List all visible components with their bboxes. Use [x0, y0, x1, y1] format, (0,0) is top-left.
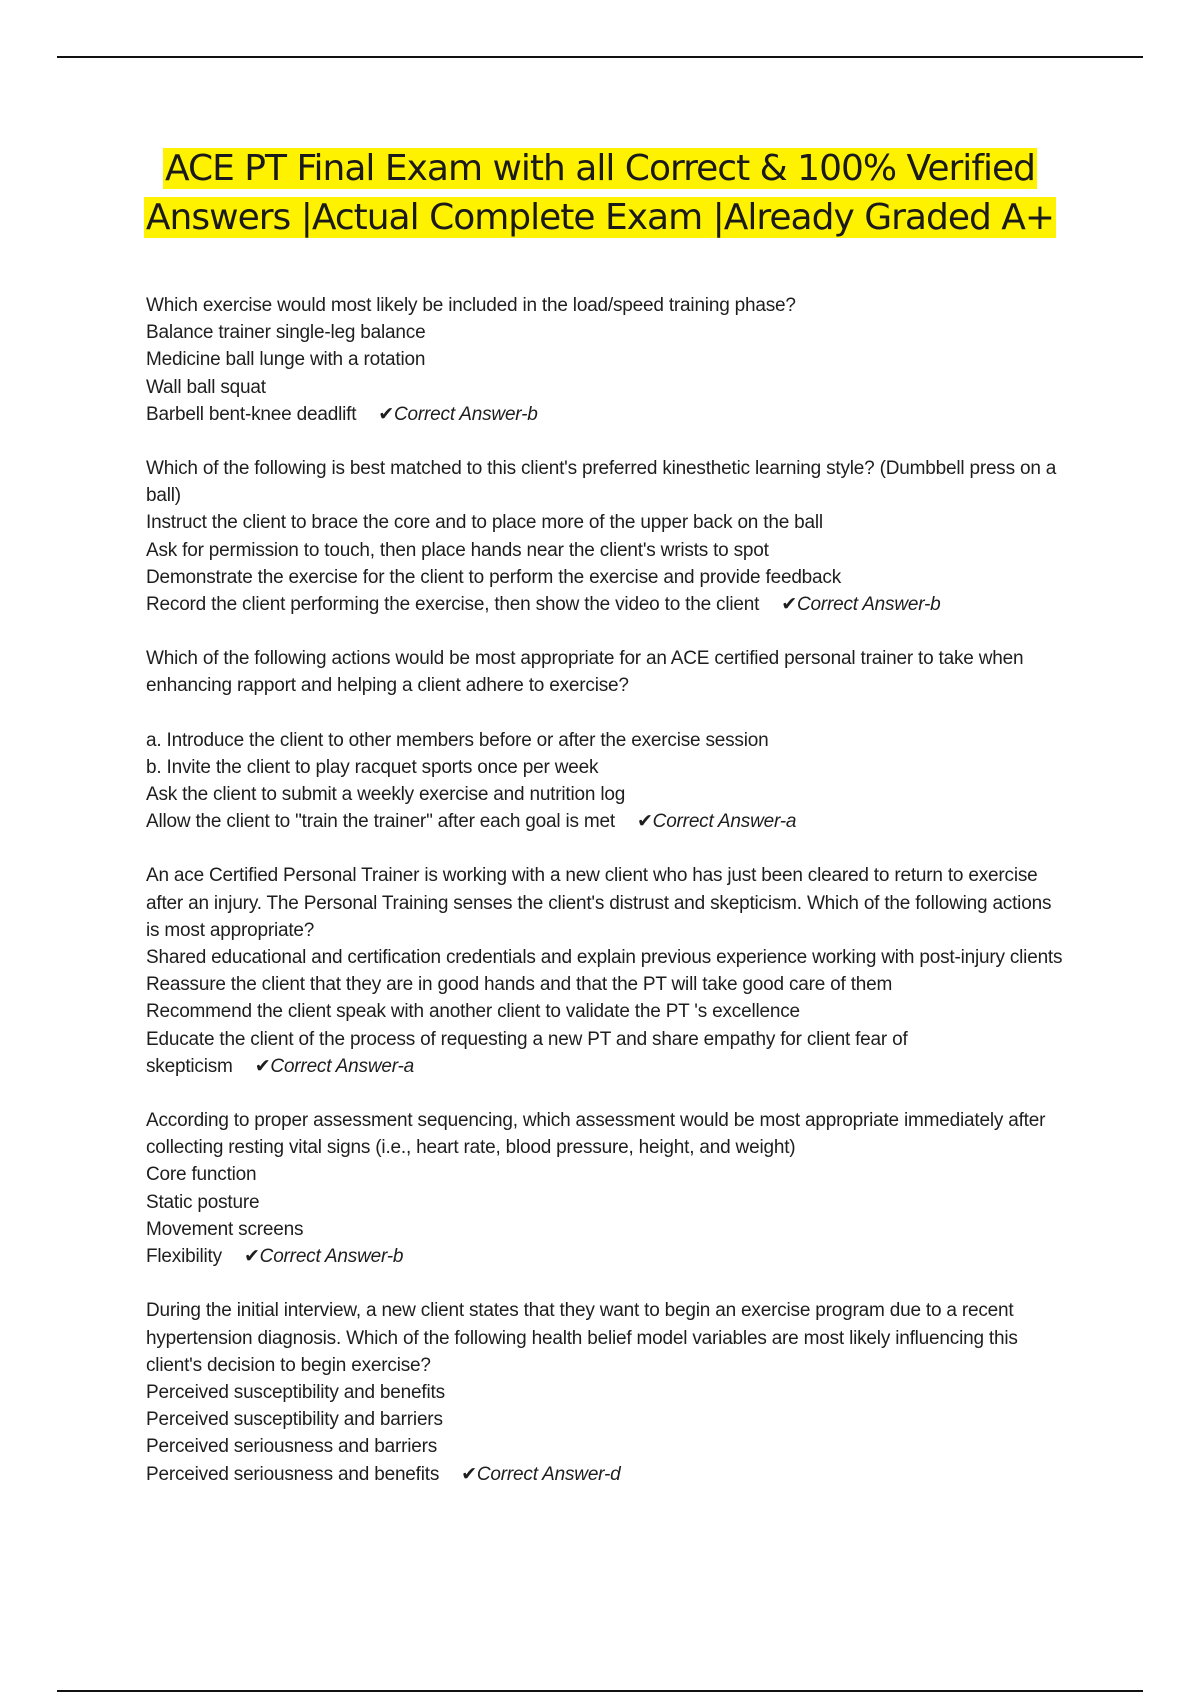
correct-answer-text: Correct Answer-b [259, 1246, 404, 1268]
option-with-answer [146, 401, 1066, 428]
check-icon: ✔ [461, 1463, 477, 1485]
option: Perceived seriousness and benefits [146, 1463, 440, 1485]
blank-line [146, 700, 1066, 727]
option-with-answer [146, 1026, 1066, 1080]
question-block-4 [146, 862, 1066, 1080]
correct-answer [378, 404, 537, 425]
option: Flexibility [146, 1246, 222, 1268]
option: Record the client performing the exercise, then show the video to the client [146, 594, 760, 616]
option-with-answer [146, 1461, 1066, 1488]
option: Allow the client to "train the trainer" after each goal is met [146, 811, 615, 833]
option-with-answer [146, 1243, 1066, 1270]
option: Ask the client to submit a weekly exercise and nutrition log [146, 784, 626, 806]
correct-answer-text: Correct Answer-a [270, 1055, 414, 1077]
check-icon: ✔ [254, 1055, 271, 1077]
option-with-answer [146, 591, 1066, 618]
option: Perceived susceptibility and barriers [146, 1409, 443, 1431]
question-text: During the initial interview, a new client states that they want to begin an exercise program due to a recent hypertension diagnosis. Which of the following health belief model variables are most likely influencing this client's decision to begin exercise? [146, 1300, 1018, 1376]
option: Barbell bent-knee deadlift [146, 403, 357, 425]
option: Medicine ball lunge with a rotation [146, 349, 426, 371]
correct-answer [461, 1464, 620, 1485]
correct-answer-text: Correct Answer-b [394, 403, 538, 425]
option: Perceived susceptibility and benefits [146, 1381, 445, 1403]
question-block-6 [146, 1297, 1066, 1487]
correct-answer-text: Correct Answer-d [476, 1463, 621, 1485]
document-body [146, 292, 1066, 1515]
correct-answer [244, 1246, 403, 1267]
option: Shared educational and certification credentials and explain previous experience working with post-injury clients [146, 947, 1063, 969]
option: Perceived seriousness and barriers [146, 1436, 438, 1458]
question-block-3 [146, 645, 1066, 835]
option: Static posture [146, 1191, 260, 1213]
question-text: Which exercise would most likely be included in the load/speed training phase? [146, 295, 796, 316]
option: Wall ball squat [146, 376, 266, 398]
question-block-2 [146, 455, 1066, 618]
option: Ask for permission to touch, then place hands near the client's wrists to spot [146, 539, 769, 561]
option: Educate the client of the process of requesting a new PT and share empathy for client fear of skepticism [146, 1028, 908, 1077]
correct-answer [255, 1056, 414, 1077]
correct-answer [637, 811, 796, 832]
option: Balance trainer single-leg balance [146, 322, 426, 344]
check-icon: ✔ [378, 403, 395, 425]
option-with-answer [146, 808, 1066, 835]
question-block-5 [146, 1107, 1066, 1270]
question-text: Which of the following is best matched to this client's preferred kinesthetic learning style? (Dumbbell press on a ball) [146, 458, 1057, 507]
check-icon: ✔ [781, 594, 797, 616]
correct-answer-text: Correct Answer-a [652, 811, 797, 833]
document-title-text: ACE PT Final Exam with all Correct & 100% Verified Answers |Actual Complete Exam |Already Graded A+ [145, 148, 1055, 238]
question-text: According to proper assessment sequencing, which assessment would be most appropriate immediately after collecting resting vital signs (i.e., heart rate, blood pressure, height, and weight) [146, 1110, 1046, 1159]
option: Recommend the client speak with another client to validate the PT 's excellence [146, 1001, 800, 1023]
option: a. Introduce the client to other members before or after the exercise session [146, 729, 769, 751]
option: Instruct the client to brace the core and to place more of the upper back on the ball [146, 512, 823, 534]
check-icon: ✔ [243, 1246, 260, 1268]
check-icon: ✔ [636, 811, 653, 833]
top-rule [57, 56, 1143, 58]
bottom-rule [57, 1690, 1143, 1692]
correct-answer-text: Correct Answer-b [796, 594, 941, 616]
question-text: Which of the following actions would be most appropriate for an ACE certified personal trainer to take when enhancing rapport and helping a client adhere to exercise? [146, 648, 1024, 697]
option: Movement screens [146, 1218, 304, 1240]
option: Demonstrate the exercise for the client to perform the exercise and provide feedback [146, 566, 842, 588]
document-title [100, 144, 1100, 242]
question-text: An ace Certified Personal Trainer is working with a new client who has just been cleared to return to exercise after an injury. The Personal Training senses the client's distrust and skepticism. Which of the following actions is most appropriate? [146, 865, 1052, 941]
option: b. Invite the client to play racquet sports once per week [146, 756, 599, 778]
question-block-1 [146, 292, 1066, 428]
option: Core function [146, 1164, 257, 1186]
option: Reassure the client that they are in good hands and that the PT will take good care of them [146, 974, 893, 996]
correct-answer [781, 594, 940, 615]
